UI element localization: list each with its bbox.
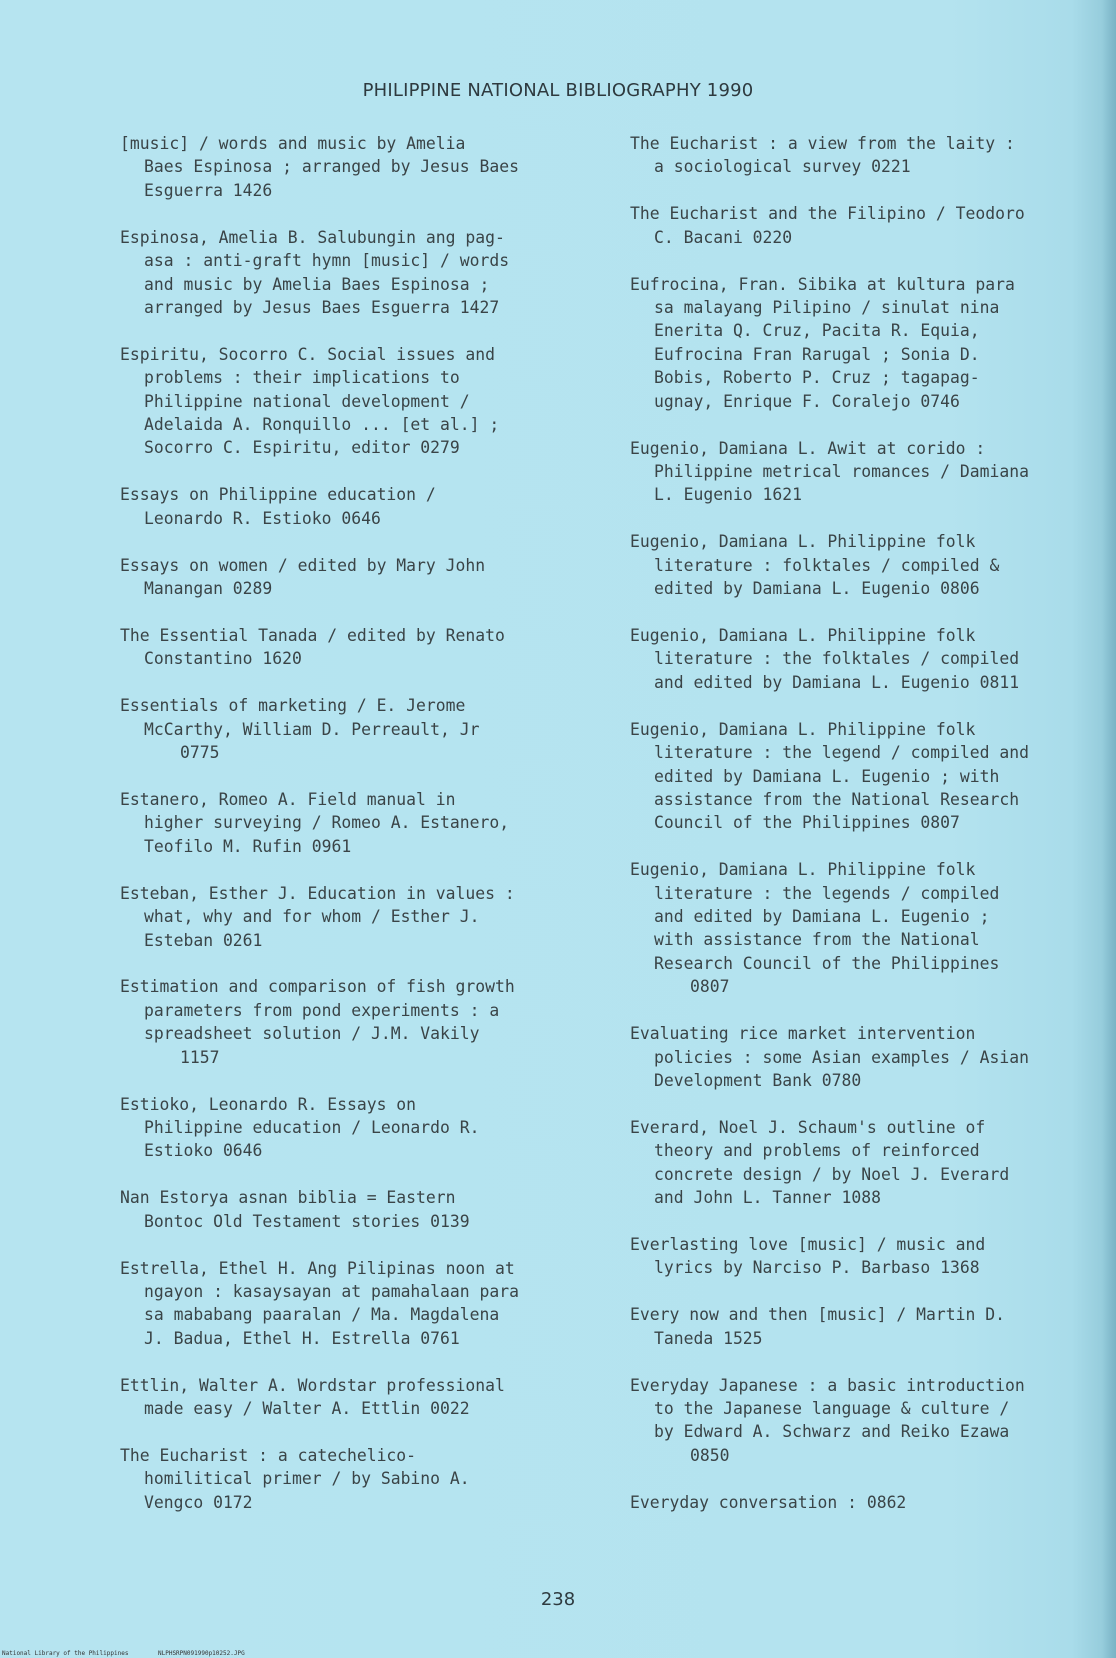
entry-line: Everyday Japanese : a basic introduction	[630, 1375, 1025, 1395]
bibliography-entry	[120, 226, 600, 320]
entry-line: made easy / Walter A. Ettlin 0022	[144, 1399, 470, 1419]
entry-line: Espinosa, Amelia B. Salubungin ang pag-	[120, 227, 505, 247]
entry-line: Baes Espinosa ; arranged by Jesus Baes	[144, 157, 519, 177]
bibliography-entry	[120, 343, 600, 460]
entry-line: J. Badua, Ethel H. Estrella 0761	[144, 1328, 460, 1348]
entry-line: 0775	[180, 743, 220, 763]
entry-line: Eugenio, Damiana L. Philippine folk	[630, 719, 976, 739]
entry-line: Philippine metrical romances / Damiana	[654, 461, 1029, 481]
entry-line: and music by Amelia Baes Espinosa ;	[144, 274, 490, 294]
left-column	[120, 132, 600, 1538]
entry-line: by Edward A. Schwarz and Reiko Ezawa	[654, 1422, 1010, 1442]
entry-line: literature : the legends / compiled	[654, 883, 1000, 903]
entry-line: The Essential Tanada / edited by Renato	[120, 626, 505, 645]
entry-line: literature : the folktales / compiled	[654, 649, 1020, 669]
entry-line: Esguerra 1426	[144, 180, 273, 200]
entry-line: C. Bacani 0220	[654, 227, 793, 247]
entry-line: assistance from the National Research	[654, 789, 1020, 809]
entry-line: sa mababang paaralan / Ma. Magdalena	[144, 1305, 500, 1325]
entry-line: Everyday conversation : 0862	[630, 1492, 907, 1512]
entry-line: Every now and then [music] / Martin D.	[630, 1305, 1005, 1325]
entry-line: Estioko 0646	[144, 1141, 263, 1161]
entry-line: literature : folktales / compiled &	[654, 555, 1000, 575]
entry-line: Estanero, Romeo A. Field manual in	[120, 790, 456, 810]
entry-line: 0850	[690, 1445, 730, 1465]
entry-line: Eufrocina Fran Rarugal ; Sonia D.	[654, 344, 980, 364]
entry-line: literature : the legend / compiled and	[654, 743, 1029, 763]
entry-line: 0807	[690, 977, 730, 997]
entry-line: sa malayang Pilipino / sinulat nina	[654, 298, 1000, 318]
bibliography-entry	[120, 975, 600, 1069]
entry-line: Evaluating rice market intervention	[630, 1024, 976, 1044]
bibliography-entry	[120, 1093, 600, 1163]
footer-credit: National Library of the Philippines	[2, 1650, 129, 1657]
bibliography-entry	[630, 718, 1100, 835]
bibliography-entry	[120, 694, 600, 764]
entry-line: Estrella, Ethel H. Ang Pilipinas noon at	[120, 1258, 515, 1278]
bibliography-entry	[630, 437, 1100, 507]
entry-line: L. Eugenio 1621	[654, 485, 803, 505]
page-number: 238	[540, 1589, 576, 1610]
entry-line: Eugenio, Damiana L. Philippine folk	[630, 532, 976, 552]
bibliography-entry	[120, 1374, 600, 1421]
bibliography-entry	[630, 273, 1100, 413]
entry-line: The Eucharist : a view from the laity :	[630, 134, 1015, 153]
bibliography-entry	[120, 554, 600, 601]
entry-line: parameters from pond experiments : a	[144, 1000, 500, 1020]
entry-line: lyrics by Narciso P. Barbaso 1368	[654, 1258, 980, 1278]
entry-line: Adelaida A. Ronquillo ... [et al.] ;	[144, 415, 500, 435]
bibliography-entry	[630, 1374, 1100, 1468]
entry-line: concrete design / by Noel J. Everard	[654, 1164, 1010, 1184]
entry-line: Constantino 1620	[144, 649, 302, 669]
bibliography-entry	[120, 1444, 600, 1514]
entry-line: The Eucharist and the Filipino / Teodoro	[630, 204, 1025, 224]
bibliography-entry	[630, 1233, 1100, 1280]
entry-line: Espiritu, Socorro C. Social issues and	[120, 344, 495, 364]
bibliography-entry	[630, 1116, 1100, 1210]
entry-line: Essentials of marketing / E. Jerome	[120, 696, 466, 716]
entry-line: Philippine national development /	[144, 391, 470, 411]
entry-line: and edited by Damiana L. Eugenio ;	[654, 907, 990, 927]
entry-line: Vengco 0172	[144, 1492, 253, 1512]
page-header: PHILIPPINE NATIONAL BIBLIOGRAPHY 1990	[362, 80, 754, 101]
entry-line: Research Council of the Philippines	[654, 953, 1000, 973]
right-column	[630, 132, 1100, 1538]
page-edge-shadow	[1102, 0, 1116, 1658]
bibliography-entry	[630, 1022, 1100, 1092]
bibliography-entry	[120, 132, 600, 202]
entry-line: homilitical primer / by Sabino A.	[144, 1469, 470, 1489]
entry-line: higher surveying / Romeo A. Estanero,	[144, 813, 510, 833]
entry-line: spreadsheet solution / J.M. Vakily	[144, 1024, 480, 1044]
entry-line: Estioko, Leonardo R. Essays on	[120, 1094, 417, 1114]
bibliography-entry	[120, 624, 600, 671]
entry-line: Leonardo R. Estioko 0646	[144, 508, 381, 528]
entry-line: what, why and for whom / Esther J.	[144, 907, 480, 927]
entry-line: Philippine education / Leonardo R.	[144, 1118, 480, 1137]
entry-line: Nan Estorya asnan biblia = Eastern	[120, 1188, 456, 1208]
entry-line: Estimation and comparison of fish growth	[120, 977, 515, 997]
bibliography-entry	[120, 483, 600, 530]
bibliography-entry	[630, 202, 1100, 249]
entry-line: edited by Damiana L. Eugenio ; with	[654, 766, 1000, 786]
entry-line: to the Japanese language & culture /	[654, 1399, 1010, 1419]
entry-line: Eugenio, Damiana L. Awit at corido :	[630, 438, 986, 458]
entry-line: Teofilo M. Rufin 0961	[144, 836, 352, 856]
entry-line: Everlasting love [music] / music and	[630, 1235, 986, 1255]
bibliography-entry	[630, 1303, 1100, 1350]
entry-line: McCarthy, William D. Perreault, Jr	[144, 719, 480, 739]
entry-line: with assistance from the National	[654, 930, 980, 950]
entry-line: edited by Damiana L. Eugenio 0806	[654, 579, 980, 599]
entry-line: Development Bank 0780	[654, 1071, 862, 1090]
bibliography-entry	[120, 1257, 600, 1351]
entry-line: Essays on women / edited by Mary John	[120, 555, 486, 575]
entry-line: Manangan 0289	[144, 579, 273, 599]
entry-line: Ettlin, Walter A. Wordstar professional	[120, 1375, 505, 1395]
entry-line: Council of the Philippines 0807	[654, 813, 960, 833]
entry-line: The Eucharist : a catechelico-	[120, 1446, 417, 1466]
entry-line: Bontoc Old Testament stories 0139	[144, 1211, 470, 1231]
bibliography-entry	[630, 624, 1100, 694]
entry-line: ngayon : kasaysayan at pamahalaan para	[144, 1282, 519, 1302]
footer-filename: NLPHSRPN091990p10252.JPG	[158, 1650, 245, 1657]
entry-line: Everard, Noel J. Schaum's outline of	[630, 1117, 986, 1137]
bibliography-entry	[630, 1491, 1100, 1514]
entry-line: and John L. Tanner 1088	[654, 1188, 881, 1208]
entry-line: policies : some Asian examples / Asian	[654, 1047, 1029, 1067]
entry-line: Esteban, Esther J. Education in values :	[120, 883, 515, 903]
bibliography-entry	[120, 788, 600, 858]
entry-line: ugnay, Enrique F. Coralejo 0746	[654, 391, 960, 411]
entry-line: Eugenio, Damiana L. Philippine folk	[630, 626, 976, 645]
bibliography-entry	[630, 530, 1100, 600]
entry-line: Bobis, Roberto P. Cruz ; tagapag-	[654, 368, 980, 388]
entry-line: Eugenio, Damiana L. Philippine folk	[630, 860, 976, 880]
bibliography-entry	[120, 1186, 600, 1233]
entry-line: theory and problems of reinforced	[654, 1141, 980, 1161]
entry-line: a sociological survey 0221	[654, 157, 911, 177]
entry-line: Essays on Philippine education /	[120, 485, 436, 505]
entry-line: 1157	[180, 1047, 220, 1067]
entry-line: Esteban 0261	[144, 930, 263, 950]
bibliography-entry	[120, 882, 600, 952]
entry-line: Socorro C. Espiritu, editor 0279	[144, 438, 460, 458]
entry-line: Enerita Q. Cruz, Pacita R. Equia,	[654, 321, 980, 341]
entry-line: Taneda 1525	[654, 1328, 763, 1348]
entry-line: Eufrocina, Fran. Sibika at kultura para	[630, 274, 1015, 294]
entry-line: asa : anti-graft hymn [music] / words	[144, 251, 510, 271]
entry-line: problems : their implications to	[144, 368, 460, 388]
bibliography-entry	[630, 858, 1100, 998]
entry-line: and edited by Damiana L. Eugenio 0811	[654, 672, 1020, 692]
entry-line: [music] / words and music by Amelia	[120, 134, 466, 153]
entry-line: arranged by Jesus Baes Esguerra 1427	[144, 297, 500, 317]
bibliography-entry	[630, 132, 1100, 179]
